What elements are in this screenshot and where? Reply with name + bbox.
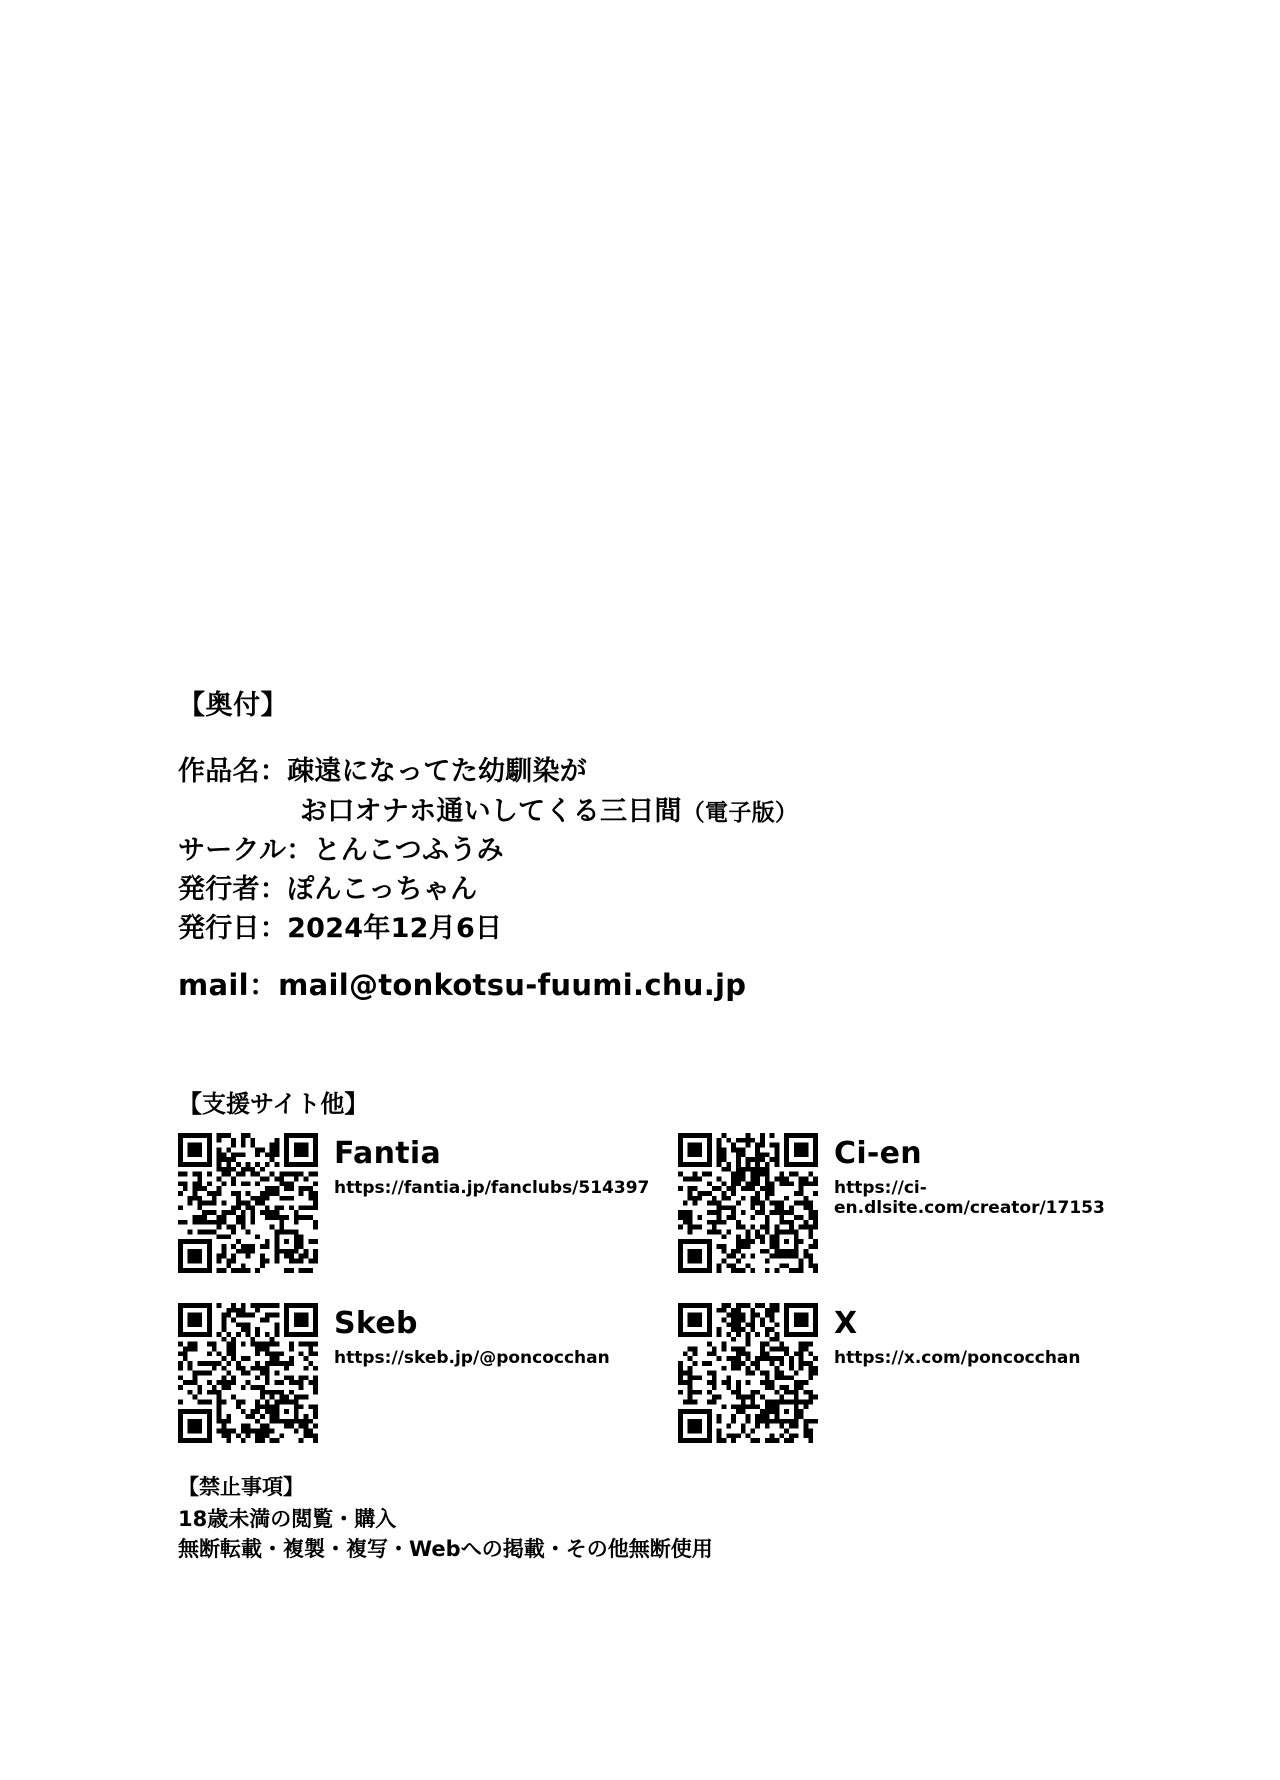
support-site-x[interactable] <box>678 1303 1178 1443</box>
publisher-name: 発行者：ぽんこっちゃん <box>178 873 478 905</box>
publication-info <box>178 752 1178 1006</box>
contact-mail: mail：mail@tonkotsu-fuumi.chu.jp <box>178 968 747 1003</box>
support-site-url[interactable]: https://fantia.jp/fanclubs/514397 <box>334 1178 650 1199</box>
colophon-block <box>178 690 1178 1565</box>
qr-code-icon <box>178 1133 318 1273</box>
support-sites-row <box>178 1303 1178 1443</box>
colophon-heading: 【奥付】 <box>178 690 289 721</box>
qr-code-icon <box>678 1303 818 1443</box>
support-site-name: Skeb <box>334 1306 418 1342</box>
prohibited-line-2: 無断転載・複製・複写・Webへの掲載・その他無断使用 <box>178 1536 713 1561</box>
support-site-url[interactable]: https://ci-en.dlsite.com/creator/17153 <box>834 1178 1105 1219</box>
support-sites-grid <box>178 1133 1178 1443</box>
prohibited-block <box>178 1473 1178 1564</box>
support-site-name: Fantia <box>334 1136 442 1172</box>
support-sites-row <box>178 1133 1178 1273</box>
support-site-text <box>318 1133 649 1198</box>
qr-code-icon <box>178 1303 318 1443</box>
work-title-line-2-main: お口オナホ通いしてくる三日間 <box>300 795 682 827</box>
support-sites-heading: 【支援サイト他】 <box>178 1090 369 1119</box>
support-site-url[interactable]: https://x.com/poncocchan <box>834 1348 1081 1369</box>
qr-code-icon <box>678 1133 818 1273</box>
support-site-url[interactable]: https://skeb.jp/@poncocchan <box>334 1348 610 1369</box>
publication-date: 発行日：2024年12月6日 <box>178 912 503 944</box>
work-title-line-1: 作品名：疎遠になってた幼馴染が <box>178 756 588 788</box>
prohibited-line-1: 18歳未満の閲覧・購入 <box>178 1506 397 1531</box>
circle-name: サークル：とんこつふうみ <box>178 834 504 866</box>
support-site-name: Ci-en <box>834 1136 922 1172</box>
prohibited-heading: 【禁止事項】 <box>178 1475 304 1500</box>
support-site-text <box>818 1303 1081 1368</box>
work-title-edition: （電子版） <box>681 799 799 826</box>
support-site-text <box>318 1303 610 1368</box>
support-site-text <box>818 1133 1178 1218</box>
support-site-name: X <box>834 1306 858 1342</box>
support-site-cien[interactable] <box>678 1133 1178 1273</box>
support-site-skeb[interactable] <box>178 1303 678 1443</box>
support-site-fantia[interactable] <box>178 1133 678 1273</box>
work-title-line-2 <box>178 792 1178 831</box>
